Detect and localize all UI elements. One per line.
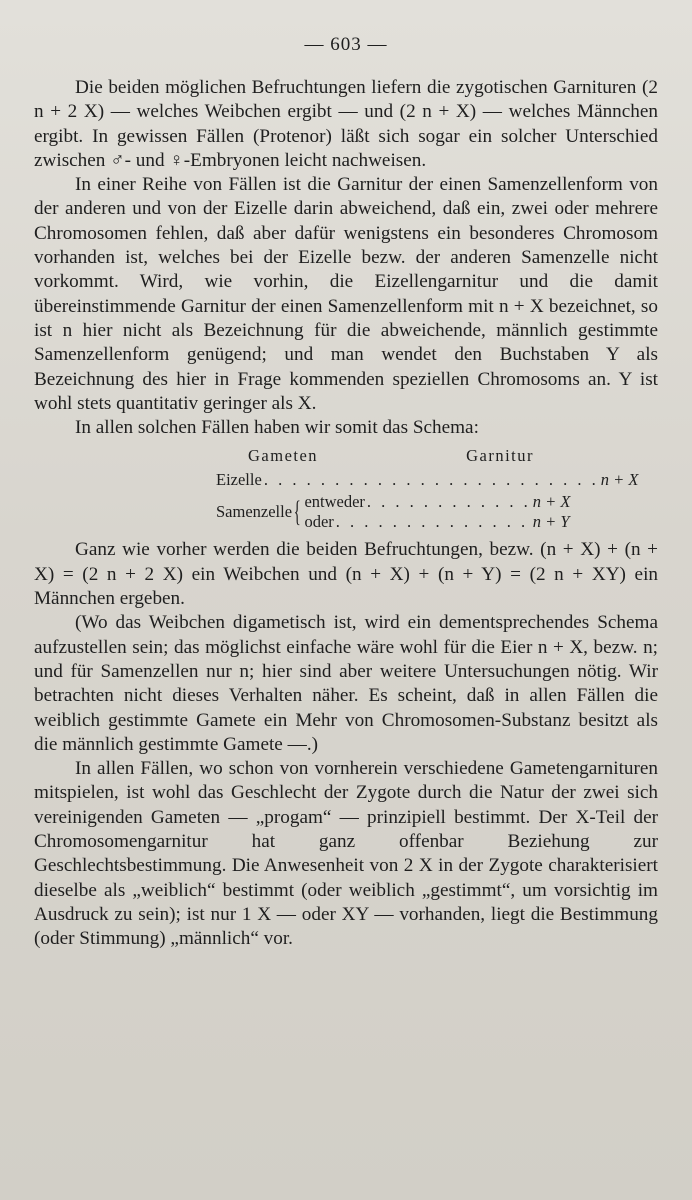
paragraph-1: Die beiden möglichen Befruchtungen liefern die zygotischen Garnituren (2 n + 2 X) — welches Weibchen ergibt — und (2 n + X) — welches Männchen ergibt. In gewissen Fällen (Protenor) läßt sich sogar ein solcher Unterschied zwischen ♂- und ♀-Embryonen leicht nachweisen.: [34, 77, 658, 171]
schema-header: [216, 446, 536, 466]
schema-option-b: [304, 512, 594, 532]
page-body: [34, 76, 658, 952]
schema-egg-label: Eizelle: [216, 470, 262, 490]
leader-dots: . . . . . . . . . . . . . . . . . . . . . . . .: [263, 470, 599, 490]
schema-option-a-label: entweder: [304, 492, 365, 512]
schema-sperm-label: Samenzelle: [216, 502, 293, 522]
leader-dots: . . . . . . . . . . . .: [366, 492, 531, 512]
gamete-schema-table: [216, 446, 639, 532]
schema-egg-value: n + X: [600, 470, 639, 490]
schema-option-a: [304, 492, 594, 512]
paragraph-2: In einer Reihe von Fällen ist die Garnitur der einen Samenzellenform von der anderen und von der Eizelle darin abweichend, daß ein, zwei oder mehrere Chromosomen fehlen, daß aber dafür wenigstens ein besonderes Chromosom vorhanden ist, welches bei der Eizelle bezw. der anderen Samenzelle nicht vorkommt. Wird, wie vorhin, die Eizellengarnitur und die damit übereinstimmende Garnitur der einen Samenzellenform mit n + X bezeichnet, so ist n hier nicht als Bezeichnung für die abweichende, männlich gestimmte Samenzellenform genügend; und man wendet den Buchstaben Y als Bezeichnung des hier in Frage kommenden speziellen Chromosoms an. Y ist wohl stets quantitativ geringer als X.: [34, 174, 658, 414]
schema-option-a-value: n + X: [532, 492, 571, 512]
schema-option-b-value: n + Y: [532, 512, 570, 532]
page-number: — 603 —: [304, 34, 388, 55]
paragraph-6: In allen Fällen, wo schon von vornherein verschiedene Gametengarnituren mitspielen, ist wohl das Geschlecht der Zygote durch die Natur der zwei sich vereinigenden Gameten — „progam“ — prinzipiell bestimmt. Der X-Teil der Chromosomengarnitur hat ganz offenbar Beziehung zur Geschlechtsbestimmung. Die Anwesenheit von 2 X in der Zygote charakterisiert dieselbe als „weiblich“ bestimmt (oder weiblich „gestimmt“, um vorsichtig im Ausdruck zu sein); ist nur 1 X — oder XY — vorhanden, liegt die Bestimmung (oder Stimmung) „männlich“ vor.: [34, 758, 658, 950]
paragraph-5: (Wo das Weibchen digametisch ist, wird ein dementsprechendes Schema aufzustellen sein; das möglichst einfache wäre wohl für die Eier n + X, bezw. n; und für Samenzellen nur n; hier sind aber weitere Untersuchungen nötig. Wir betrachten nicht dieses Verhalten näher. Es scheint, daß in allen Fällen die weiblich gestimmte Gamete ein Mehr von Chromosomen-Substanz besitzt als die männlich gestimmte Gamete —.): [34, 612, 658, 755]
schema-option-b-label: oder: [304, 512, 334, 532]
brace-icon: {: [293, 495, 301, 529]
schema-row-egg: [216, 470, 639, 490]
schema-header-garnitur: Garnitur: [466, 446, 534, 466]
paragraph-3: In allen solchen Fällen haben wir somit das Schema:: [75, 417, 479, 439]
schema-row-sperm: [216, 492, 571, 532]
schema-header-gametes: Gameten: [248, 446, 319, 466]
leader-dots: . . . . . . . . . . . . . .: [335, 512, 529, 532]
paragraph-4: Ganz wie vorher werden die beiden Befruchtungen, bezw. (n + X) + (n + X) = (2 n + 2 X) ein Weibchen und (n + X) + (n + Y) = (2 n + XY) ein Männchen ergeben.: [34, 539, 658, 610]
schema-sperm-options: [304, 492, 594, 532]
